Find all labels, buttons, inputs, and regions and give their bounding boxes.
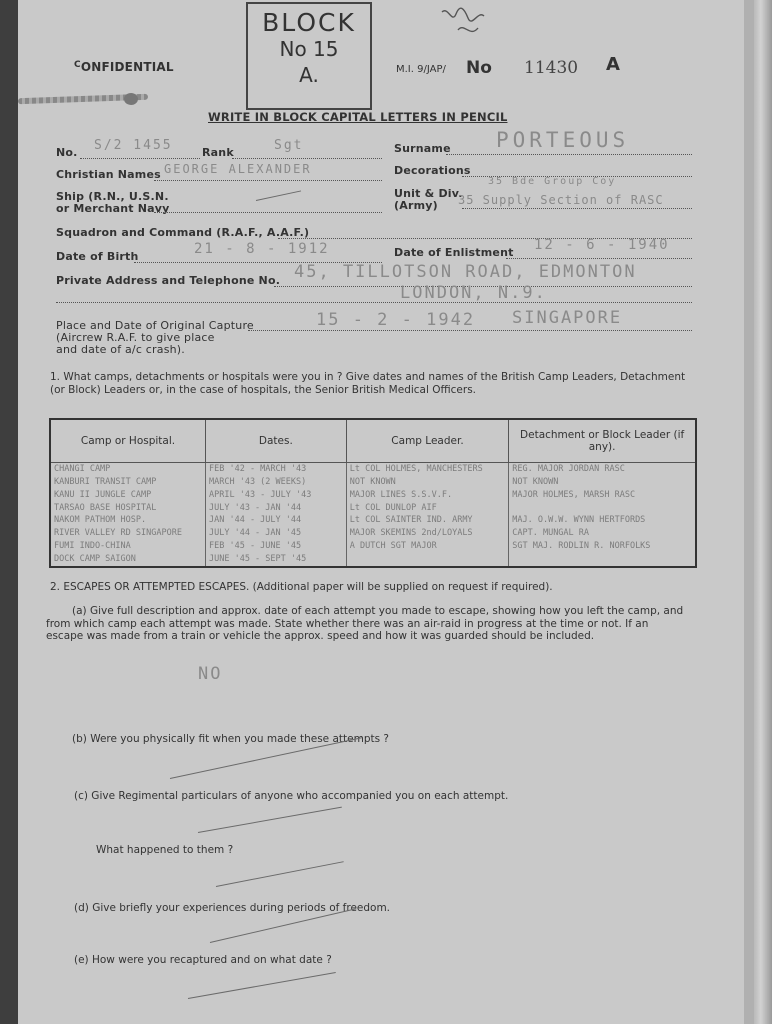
question-2e: (e) How were you recaptured and on what date ? (74, 954, 332, 966)
capture-date: 15 - 2 - 1942 (316, 310, 476, 330)
col-camp-leader: Camp Leader. (346, 419, 509, 463)
service-number: S/2 1455 (94, 138, 173, 153)
decorations-label: Decorations (394, 164, 471, 177)
stamp-block: BLOCK (262, 8, 356, 37)
surname-label: Surname (394, 142, 451, 155)
stamp-letter: A. (299, 63, 319, 87)
col-detachment-leader: Detachment or Block Leader (if any). (509, 419, 696, 463)
unit-label: Unit & Div. (Army) (394, 187, 463, 212)
unit-value-line2: 35 Supply Section of RASC (458, 193, 664, 207)
christian-names-value: GEORGE ALEXANDER (164, 162, 312, 176)
form-number: 11430 (524, 58, 579, 78)
block-stamp (246, 2, 372, 110)
initials-signature (438, 4, 496, 48)
question-1: 1. What camps, detachments or hospitals were you in ? Give dates and names of the British Camp Leaders, Detachment (or Block) Leaders or, in the case of hospitals, the Senior British Medical Officers. (50, 371, 686, 396)
address-line2: LONDON, N.9. (400, 283, 547, 303)
answer-a: NO (198, 664, 223, 684)
table-row: CHANGI CAMP FEB '42 - MARCH '43 Lt COL HOLMES, MANCHESTERS REG. MAJOR JORDAN RASC (50, 463, 696, 476)
dob-value: 21 - 8 - 1912 (194, 241, 330, 257)
camps-table-header (50, 419, 696, 463)
form-suffix: A (606, 54, 620, 75)
table-row: TARSAO BASE HOSPITAL JULY '43 - JAN '44 Lt COL DUNLOP AIF (50, 502, 696, 515)
question-2b: (b) Were you physically fit when you made these attempts ? (72, 733, 389, 745)
rank-value: Sgt (274, 138, 304, 153)
camps-table (49, 418, 697, 568)
question-2c-followup: What happened to them ? (96, 844, 234, 856)
address-line1: 45, TILLOTSON ROAD, EDMONTON (294, 262, 637, 282)
question-2d: (d) Give briefly your experiences during periods of freedom. (74, 902, 391, 914)
unit-value-line1: 35 Bde Group Coy (488, 176, 617, 187)
ship-label: Ship (R.N., U.S.N. or Merchant Navy (56, 190, 170, 215)
address-label: Private Address and Telephone No. (56, 274, 281, 287)
surname-value: PORTEOUS (496, 128, 630, 152)
table-row: KANBURI TRANSIT CAMP MARCH '43 (2 WEEKS) NOT KNOWN NOT KNOWN (50, 476, 696, 489)
form-ref: M.I. 9/JAP/ (396, 64, 446, 75)
confidential-label: $^C$ONFIDENTIAL (74, 60, 174, 74)
question-2c: (c) Give Regimental particulars of anyone who accompanied you on each attempt. (74, 790, 509, 802)
table-row: RIVER VALLEY RD SINGAPORE JULY '44 - JAN '45 MAJOR SKEMINS 2nd/LOYALS CAPT. MUNGAL RA (50, 527, 696, 540)
table-row: DOCK CAMP SAIGON JUNE '45 - SEPT '45 (50, 553, 696, 567)
enlistment-label: Date of Enlistment (394, 246, 514, 259)
number-label: No (466, 58, 492, 78)
col-camp: Camp or Hospital. (50, 419, 206, 463)
christian-names-label: Christian Names (56, 168, 161, 181)
table-row: FUMI INDO-CHINA FEB '45 - JUNE '45 A DUTCH SGT MAJOR SGT MAJ. RODLIN R. NORFOLKS (50, 540, 696, 553)
rank-label: Rank (202, 146, 234, 159)
stamp-number: No 15 (279, 37, 339, 61)
dob-label: Date of Birth (56, 250, 139, 263)
table-row: KANU II JUNGLE CAMP APRIL '43 - JULY '43 MAJOR LINES S.S.V.F. MAJOR HOLMES, MARSH RASC (50, 489, 696, 502)
table-row: NAKOM PATHOM HOSP. JAN '44 - JULY '44 Lt COL SAINTER IND. ARMY MAJ. O.W.W. WYNN HERTFORDS (50, 514, 696, 527)
question-2-heading: 2. ESCAPES OR ATTEMPTED ESCAPES. (Additional paper will be supplied on request if required). (50, 581, 553, 593)
capture-label: Place and Date of Original Capture (Aircrew R.A.F. to give place and date of a/c crash). (56, 319, 254, 356)
form-page (18, 0, 746, 1024)
squadron-label: Squadron and Command (R.A.F., A.A.F.) (56, 226, 310, 239)
question-2a: (a) Give full description and approx. date of each attempt you made to escape, showing how you left the camp, and from which camp each attempt was made. State whether there was an air-raid in progress at the time or not. If an escape was made from a train or vehicle the approx. speed and how it was guarded should be included. (46, 605, 684, 642)
col-dates: Dates. (206, 419, 347, 463)
string-knot (124, 93, 138, 105)
pencil-instruction: WRITE IN BLOCK CAPITAL LETTERS IN PENCIL (208, 110, 508, 124)
capture-place: SINGAPORE (512, 308, 623, 328)
enlistment-value: 12 - 6 - 1940 (534, 237, 670, 253)
no-label: No. (56, 146, 78, 159)
